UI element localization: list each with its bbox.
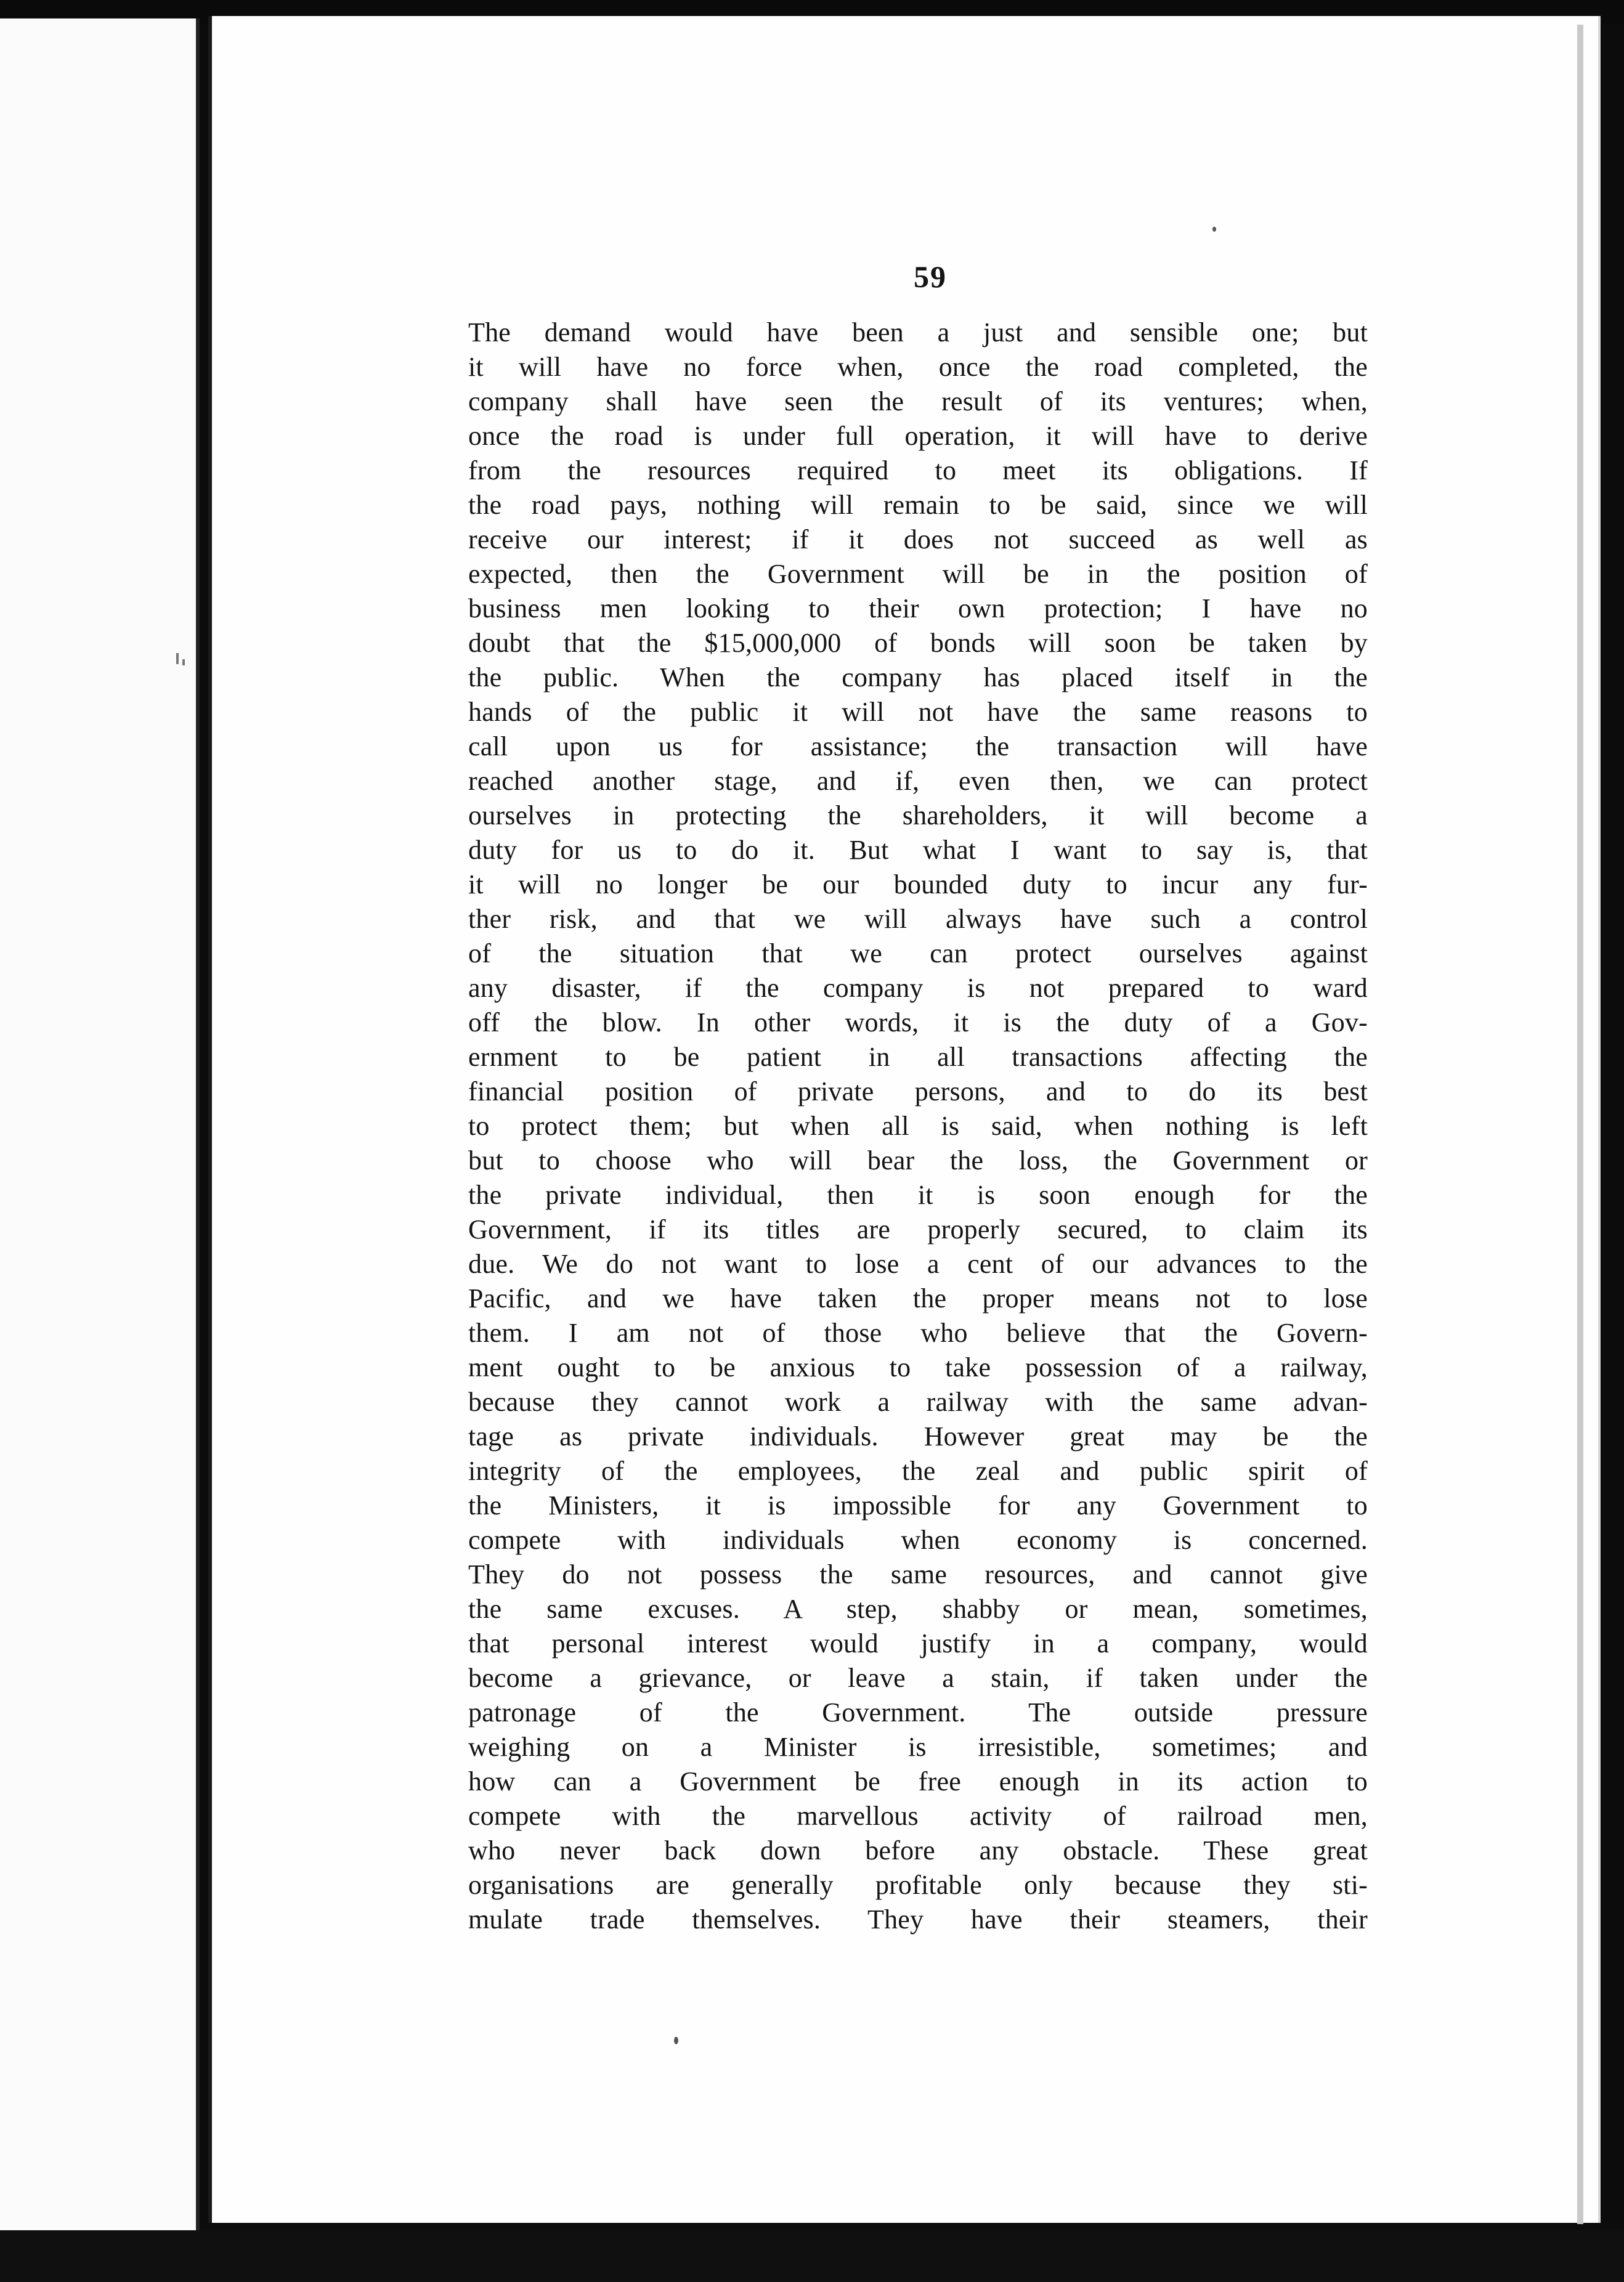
dust-mark (182, 659, 185, 665)
text-line: any disaster, if the company is not prepared to ward (468, 973, 1368, 1003)
text-line: the private individual, then it is soon enough for the (468, 1180, 1368, 1210)
text-line: mulate trade themselves. They have their steamers, their (468, 1904, 1368, 1935)
text-line: integrity of the employees, the zeal and public spirit of (468, 1456, 1368, 1486)
text-line: duty for us to do it. But what I want to say is, that (468, 835, 1368, 865)
facing-blank-page (0, 18, 200, 2236)
text-line: ment ought to be anxious to take possession of a railway, (468, 1352, 1368, 1383)
text-line: expected, then the Government will be in the position of (468, 559, 1368, 589)
ink-speck (674, 2037, 678, 2044)
text-line: business men looking to their own protection; I have no (468, 593, 1368, 623)
text-line: it will have no force when, once the road completed, the (468, 352, 1368, 382)
text-line: once the road is under full operation, it will have to derive (468, 421, 1368, 451)
text-line: weighing on a Minister is irresistible, sometimes; and (468, 1732, 1368, 1762)
text-line: from the resources required to meet its obligations. If (468, 455, 1368, 485)
text-line: to protect them; but when all is said, when nothing is left (468, 1111, 1368, 1141)
text-line: reached another stage, and if, even then, we can protect (468, 766, 1368, 796)
text-line: the road pays, nothing will remain to be said, since we will (468, 490, 1368, 520)
text-line: Government, if its titles are properly secured, to claim its (468, 1214, 1368, 1245)
text-line: who never back down before any obstacle. These great (468, 1835, 1368, 1866)
text-line: ernment to be patient in all transactions affecting the (468, 1042, 1368, 1072)
text-line: off the blow. In other words, it is the duty of a Gov- (468, 1007, 1368, 1037)
text-line: call upon us for assistance; the transaction will have (468, 731, 1368, 761)
text-line: compete with the marvellous activity of railroad men, (468, 1801, 1368, 1831)
text-line: it will no longer be our bounded duty to incur any fur- (468, 869, 1368, 899)
text-line: of the situation that we can protect ourselves against (468, 938, 1368, 968)
text-line: them. I am not of those who believe that the Govern- (468, 1318, 1368, 1348)
text-line: ourselves in protecting the shareholders, it will become a (468, 800, 1368, 830)
text-line: receive our interest; if it does not succeed as well as (468, 524, 1368, 554)
text-line: because they cannot work a railway with the same advan- (468, 1387, 1368, 1417)
text-line: become a grievance, or leave a stain, if taken under the (468, 1663, 1368, 1693)
text-line: compete with individuals when economy is concerned. (468, 1525, 1368, 1555)
text-line: patronage of the Government. The outside pressure (468, 1697, 1368, 1728)
text-line: hands of the public it will not have the same reasons to (468, 697, 1368, 727)
dust-mark (176, 653, 179, 664)
scan-bottom-border (0, 2230, 1624, 2282)
text-line: financial position of private persons, and to do its best (468, 1076, 1368, 1106)
text-line: that personal interest would justify in a company, would (468, 1628, 1368, 1659)
text-line: tage as private individuals. However great may be the (468, 1421, 1368, 1452)
ink-speck (1212, 227, 1216, 232)
text-line: company shall have seen the result of its ventures; when, (468, 386, 1368, 416)
text-line: organisations are generally profitable only because they sti- (468, 1870, 1368, 1900)
text-line: the public. When the company has placed itself in the (468, 662, 1368, 692)
text-line: how can a Government be free enough in its action to (468, 1766, 1368, 1797)
text-line: the Ministers, it is impossible for any Government to (468, 1490, 1368, 1521)
text-line: The demand would have been a just and sensible one; but (468, 317, 1368, 347)
text-line: doubt that the $15,000,000 of bonds will soon be taken by (468, 628, 1368, 658)
text-line: They do not possess the same resources, and cannot give (468, 1559, 1368, 1590)
text-line: the same excuses. A step, shabby or mean, sometimes, (468, 1594, 1368, 1624)
text-line: Pacific, and we have taken the proper means not to lose (468, 1283, 1368, 1314)
page-number: 59 (914, 259, 947, 294)
page-edge-shadow (1577, 25, 1583, 2224)
text-line: ther risk, and that we will always have such a control (468, 904, 1368, 934)
body-text-block (468, 315, 1368, 1937)
text-line: but to choose who will bear the loss, the Government or (468, 1145, 1368, 1176)
text-line: due. We do not want to lose a cent of our advances to the (468, 1249, 1368, 1279)
